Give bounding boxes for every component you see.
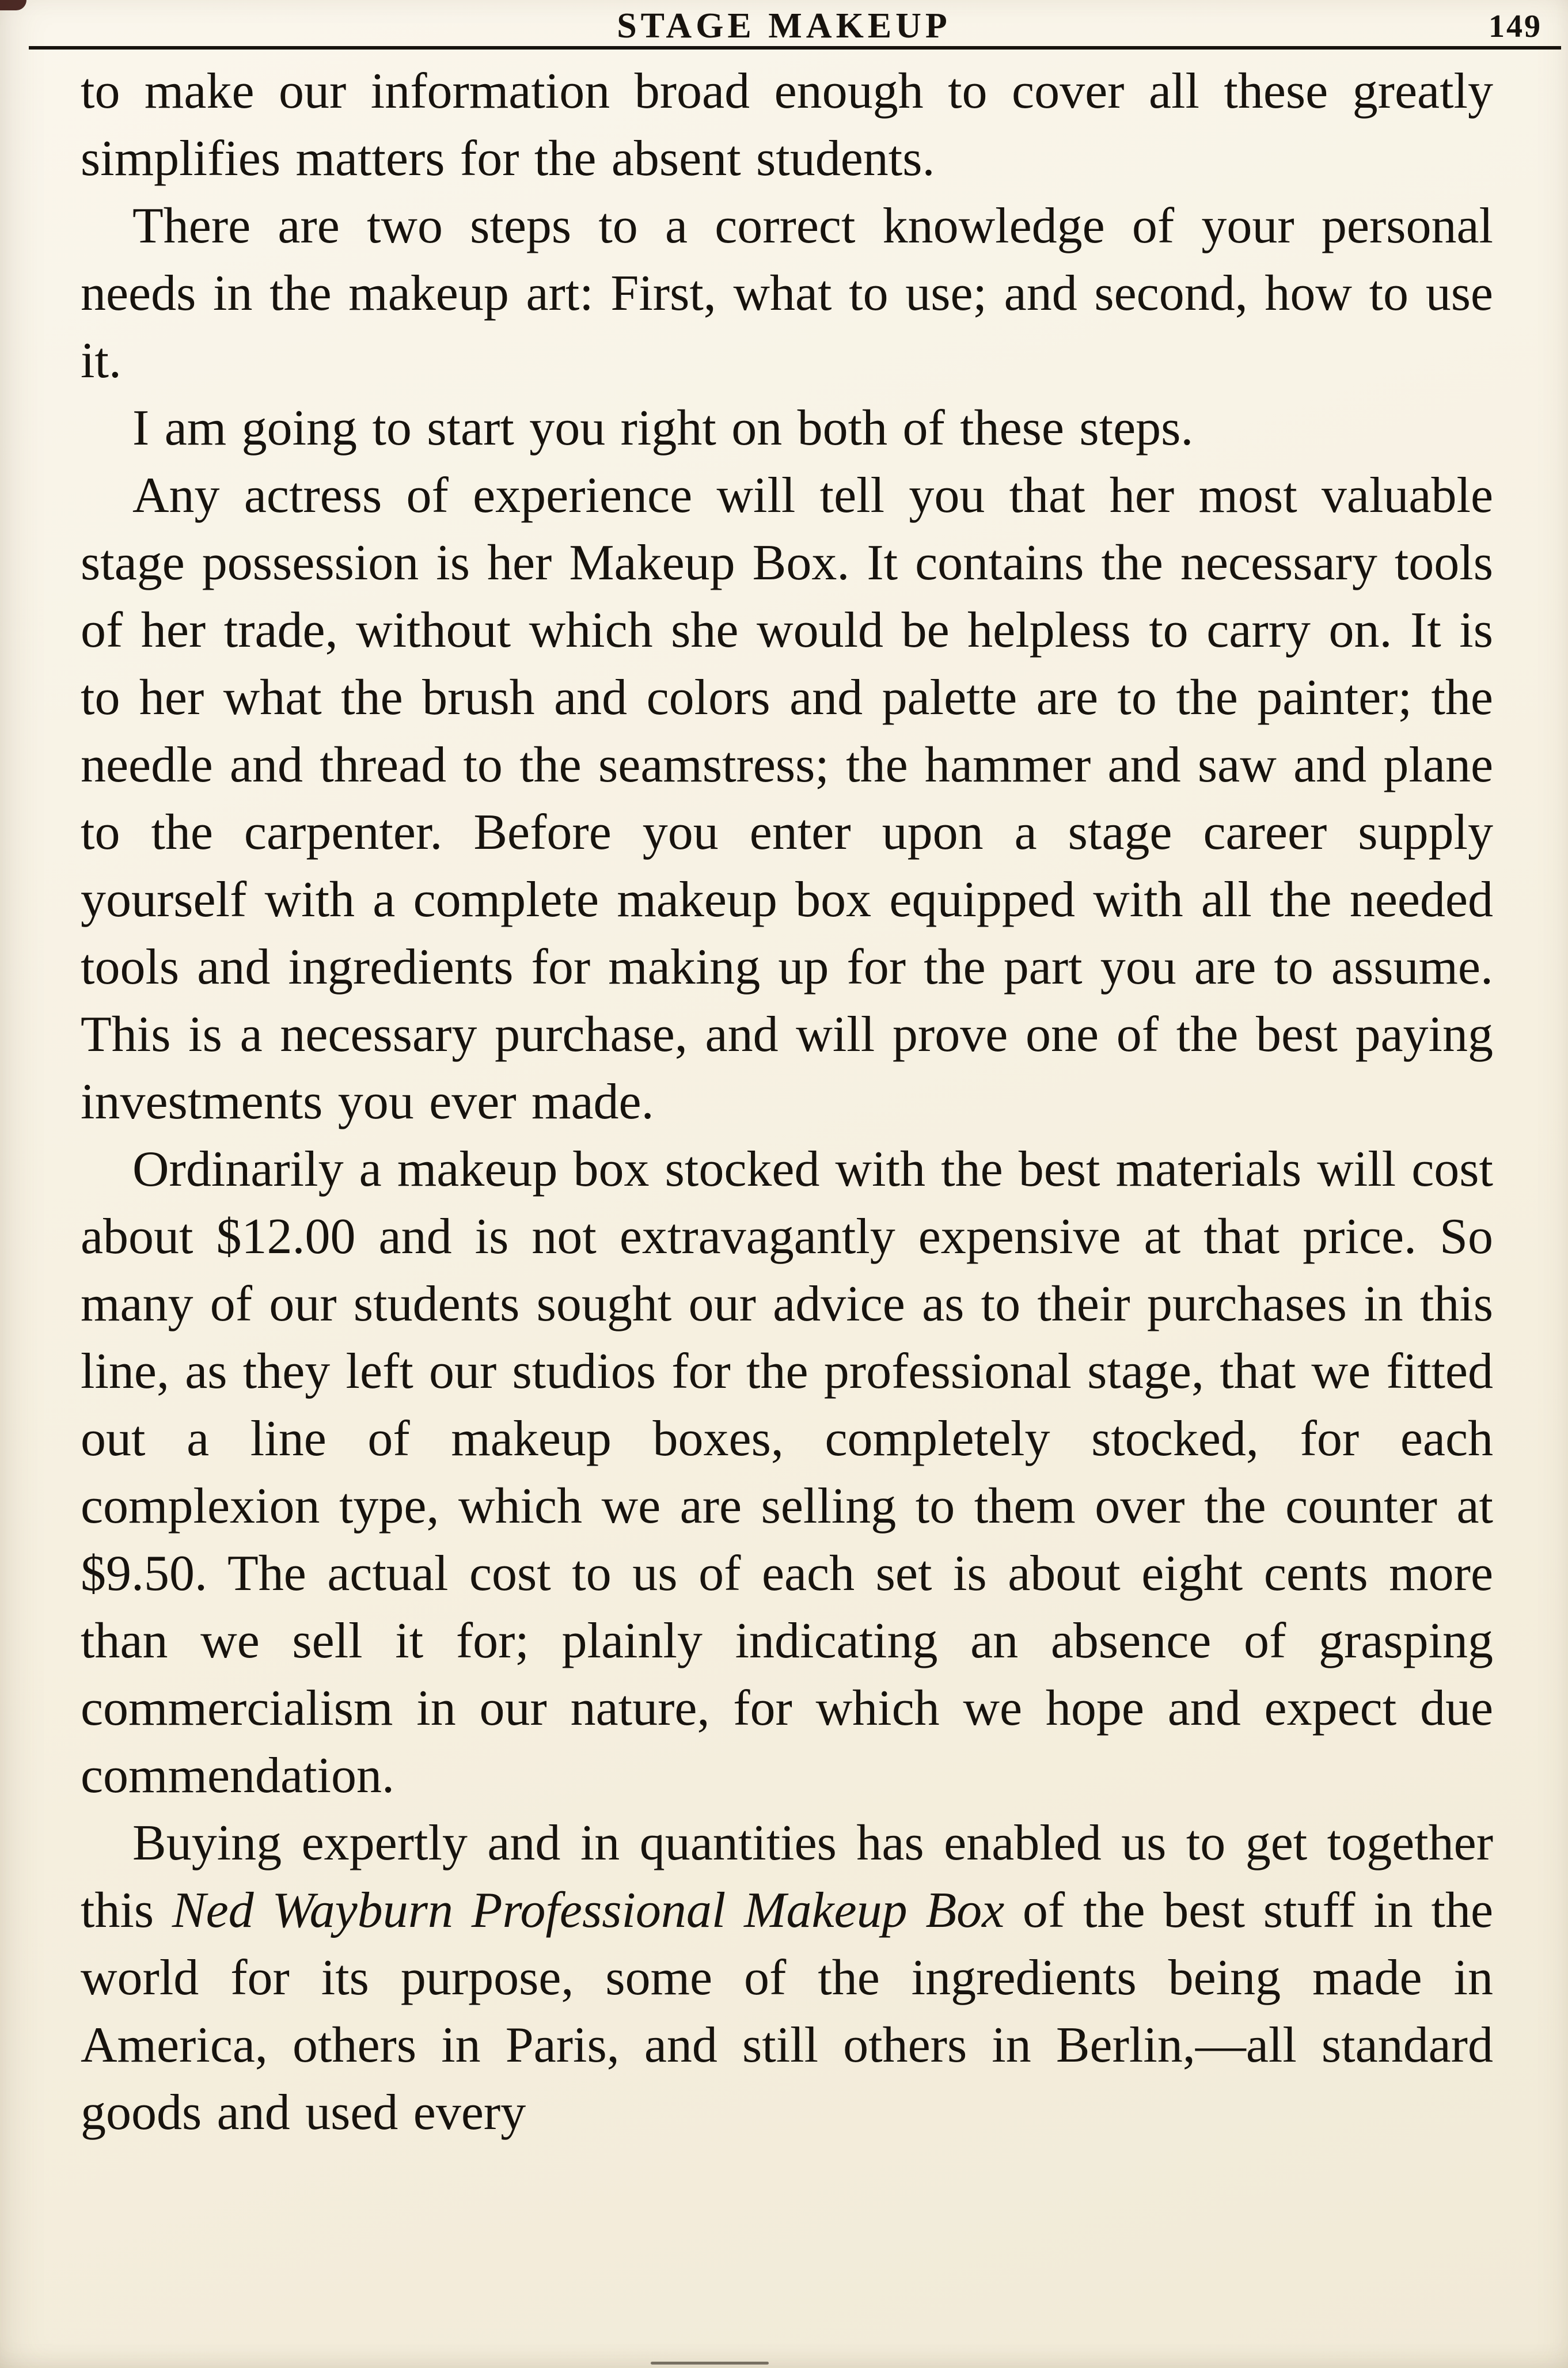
text-segment: Buying expertly and in quantities has enabled us to get together this	[81, 1815, 1493, 1938]
paragraph	[81, 192, 1493, 394]
paragraph	[81, 1809, 1493, 2146]
paragraph	[81, 58, 1493, 192]
paragraph	[81, 462, 1493, 1136]
text-block	[81, 58, 1493, 2146]
running-header	[0, 6, 1568, 46]
text-segment: to make our information broad enough to cover all these greatly simplifies matters for the absent students.	[81, 63, 1493, 187]
text-segment: Any actress of experience will tell you that her most valuable stage possession is her Makeup Box. It contains the necessary tools of her trade, without which she would be helpless to carry on. It is to her what the brush and colors and palette are to the painter; the needle and thread to the seamstress; the hammer and saw and plane to the carpenter. Before you enter upon a stage career supply yourself with a complete makeup box equipped with all the needed tools and ingredients for making up for the part you are to assume. This is a necessary purchase, and will prove one of the best paying investments you ever made.	[81, 468, 1493, 1130]
italic-text-segment: Ned Wayburn Professional Makeup Box	[172, 1883, 1005, 1938]
page-number: 149	[1489, 9, 1542, 44]
text-segment: There are two steps to a correct knowledge of your personal needs in the makeup art: First, what to use; and second, how to use it.	[81, 198, 1493, 389]
text-segment: of the best stuff in the world for its purpose, some of the ingredients being made in America, others in Paris, and still others in Berlin,—all standard goods and used every	[81, 1883, 1494, 2141]
page-title: STAGE MAKEUP	[617, 6, 951, 45]
paragraph	[81, 394, 1493, 462]
scan-bottom-artifact	[651, 2362, 769, 2365]
paragraph	[81, 1136, 1493, 1809]
header-rule-divider	[29, 46, 1561, 50]
text-segment: Ordinarily a makeup box stocked with the best materials will cost about $12.00 and is not extravagantly expensive at that price. So many of our students sought our advice as to their purchases in this line, as they left our studios for the professional stage, that we fitted out a line of makeup boxes, completely stocked, for each complexion type, which we are selling to them over the counter at $9.50. The actual cost to us of each set is about eight cents more than we sell it for; plainly indicating an absence of grasping commercialism in our nature, for which we hope and expect due commendation.	[81, 1141, 1493, 1804]
text-segment: I am going to start you right on both of these steps.	[132, 400, 1194, 456]
